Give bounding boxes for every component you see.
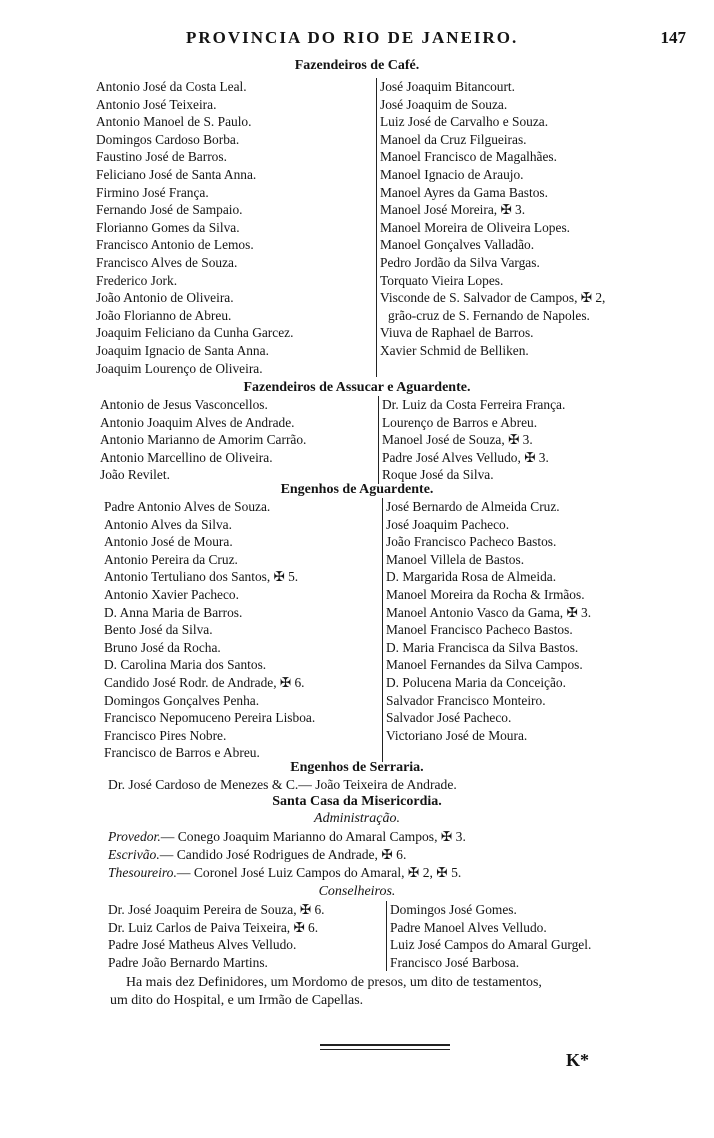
conselheiros-label: Conselheiros. [318, 884, 396, 899]
note-line-2: um dito do Hospital, e um Irmão de Capellas. [110, 993, 364, 1008]
conselheiros-columns [108, 901, 660, 971]
list-item: Antonio Marcellino de Oliveira. [100, 449, 273, 465]
list-item: Joaquim Ignacio de Santa Anna. [96, 342, 269, 358]
list-item: Antonio de Jesus Vasconcellos. [100, 397, 268, 412]
officer-text: — Candido José Rodrigues de Andrade, ✠ 6. [159, 847, 407, 862]
aguardente-columns [104, 498, 686, 762]
list-item: Firmino José França. [96, 184, 209, 200]
list-item: João Francisco Pacheco Bastos. [386, 534, 557, 550]
list-item: Antonio Manoel de S. Paulo. [96, 114, 252, 130]
note-line-1: Ha mais dez Definidores, um Mordomo de presos, um dito de testamentos, [126, 975, 542, 990]
list-item: João Revilet. [100, 467, 170, 483]
list-item: Victoriano José de Moura. [386, 727, 528, 743]
list-item: Bruno José da Rocha. [104, 639, 221, 655]
list-item: Joaquim Lourenço de Oliveira. [96, 360, 263, 376]
list-item: Viuva de Raphael de Barros. [380, 325, 534, 341]
list-item: João Florianno de Abreu. [96, 307, 232, 323]
officer-thesoureiro [108, 865, 461, 881]
list-item: Bento José da Silva. [104, 622, 213, 638]
list-item: Antonio Tertuliano dos Santos, ✠ 5. [104, 569, 299, 585]
list-item: Padre Antonio Alves de Souza. [104, 499, 271, 514]
list-item: José Joaquim de Souza. [380, 96, 508, 112]
signature-mark: K* [566, 1050, 590, 1070]
list-item: Florianno Gomes da Silva. [96, 219, 240, 235]
list-item: Frederico Jork. [96, 272, 178, 288]
list-item: Antonio Marianno de Amorim Carrão. [100, 432, 307, 448]
list-item: Manoel Villela de Bastos. [386, 551, 525, 567]
officer-role: Provedor. [108, 829, 161, 844]
list-item: Francisco Pires Nobre. [104, 727, 227, 743]
list-item: Antonio José da Costa Leal. [96, 79, 247, 94]
list-item: Francisco José Barbosa. [390, 954, 520, 970]
list-item: Antonio Xavier Pacheco. [104, 586, 239, 602]
section-title-santa-casa: Santa Casa da Misericordia. [272, 794, 442, 809]
list-item: Manoel Ignacio de Araujo. [380, 166, 524, 182]
list-item: Francisco de Barros e Abreu. [104, 745, 260, 761]
list-item: Antonio Alves da Silva. [104, 516, 232, 532]
list-item: Manoel Francisco Pacheco Bastos. [386, 622, 573, 638]
list-item: Feliciano José de Santa Anna. [96, 166, 257, 182]
page-header: PROVINCIA DO RIO DE JANEIRO. [186, 28, 519, 47]
aguardente-left-column [104, 498, 382, 762]
officer-role: Thesoureiro. [108, 865, 177, 880]
administracao-label: Administração. [314, 811, 400, 826]
list-item: Domingos Cardoso Borba. [96, 131, 240, 147]
list-item: Manoel da Cruz Filgueiras. [380, 131, 527, 147]
list-item: Antonio José Teixeira. [96, 96, 217, 112]
list-item: Roque José da Silva. [382, 467, 494, 483]
list-item: Faustino José de Barros. [96, 149, 227, 165]
officer-role: Escrivão. [108, 847, 160, 862]
list-item: D. Polucena Maria da Conceição. [386, 674, 566, 690]
list-item: Padre José Matheus Alves Velludo. [108, 937, 297, 953]
list-item: Manoel Francisco de Magalhães. [380, 149, 557, 165]
list-item: Francisco Alves de Souza. [96, 254, 238, 270]
list-item: Manoel Fernandes da Silva Campos. [386, 657, 583, 673]
section-title-fazendeiros-cafe: Fazendeiros de Café. [294, 58, 420, 73]
list-item: Padre José Alves Velludo, ✠ 3. [382, 449, 549, 465]
conselheiros-left-column [108, 901, 386, 971]
section-title-fazendeiros-assucar: Fazendeiros de Assucar e Aguardente. [243, 380, 471, 395]
list-item: grão-cruz de S. Fernando de Napoles. [388, 307, 590, 323]
list-item: Francisco Nepomuceno Pereira Lisboa. [104, 710, 316, 726]
list-item: Dr. Luiz da Costa Ferreira França. [382, 397, 566, 412]
list-item: Manoel José de Souza, ✠ 3. [382, 432, 533, 448]
list-item: Manoel Moreira de Oliveira Lopes. [380, 219, 571, 235]
list-item: Manoel Moreira da Rocha & Irmãos. [386, 586, 585, 602]
conselheiros-right-column [386, 901, 660, 971]
list-item: Manoel Antonio Vasco da Gama, ✠ 3. [386, 604, 592, 620]
list-item: José Bernardo de Almeida Cruz. [386, 499, 560, 514]
list-item: Lourenço de Barros e Abreu. [382, 414, 538, 430]
list-item: Manoel Gonçalves Valladão. [380, 237, 535, 253]
list-item: D. Carolina Maria dos Santos. [104, 657, 267, 673]
assucar-columns [100, 396, 682, 484]
list-item: Luiz José Campos do Amaral Gurgel. [390, 937, 592, 953]
cafe-left-column [96, 78, 376, 377]
list-item: Fernando José de Sampaio. [96, 202, 243, 218]
list-item: Domingos José Gomes. [390, 902, 517, 917]
list-item: Manoel José Moreira, ✠ 3. [380, 202, 526, 218]
list-item: D. Maria Francisca da Silva Bastos. [386, 639, 579, 655]
list-item: Antonio José de Moura. [104, 534, 233, 550]
list-item: Torquato Vieira Lopes. [380, 272, 504, 288]
officer-text: — Conego Joaquim Marianno do Amaral Campos, ✠ 3. [160, 829, 466, 844]
cafe-columns [96, 78, 680, 377]
list-item: Luiz José de Carvalho e Souza. [380, 114, 549, 130]
list-item: D. Anna Maria de Barros. [104, 604, 243, 620]
officer-text: — Coronel José Luiz Campos do Amaral, ✠ 2, ✠ 5. [176, 865, 462, 880]
assucar-right-column [378, 396, 682, 484]
list-item: Padre Manoel Alves Velludo. [390, 919, 547, 935]
list-item: Antonio Joaquim Alves de Andrade. [100, 414, 295, 430]
list-item: Dr. José Joaquim Pereira de Souza, ✠ 6. [108, 902, 325, 917]
list-item: Antonio Pereira da Cruz. [104, 551, 238, 567]
list-item: Domingos Gonçalves Penha. [104, 692, 260, 708]
list-item: Salvador Francisco Monteiro. [386, 692, 546, 708]
officer-provedor [108, 829, 466, 845]
section-title-engenhos-serraria: Engenhos de Serraria. [290, 760, 424, 775]
cafe-right-column [376, 78, 680, 377]
list-item: José Joaquim Pacheco. [386, 516, 510, 532]
list-item: Joaquim Feliciano da Cunha Garcez. [96, 325, 294, 341]
list-item: Visconde de S. Salvador de Campos, ✠ 2, [380, 290, 606, 306]
list-item: Salvador José Pacheco. [386, 710, 512, 726]
list-item: Pedro Jordão da Silva Vargas. [380, 254, 540, 270]
list-item: Padre João Bernardo Martins. [108, 954, 268, 970]
serraria-line: Dr. José Cardoso de Menezes & C.— João Teixeira de Andrade. [108, 777, 457, 792]
list-item: José Joaquim Bitancourt. [380, 79, 516, 94]
page-number: 147 [660, 28, 686, 47]
ornamental-rule [320, 1044, 450, 1050]
list-item: Candido José Rodr. de Andrade, ✠ 6. [104, 674, 305, 690]
list-item: Manoel Ayres da Gama Bastos. [380, 184, 548, 200]
officer-escrivao [108, 847, 406, 863]
assucar-left-column [100, 396, 378, 484]
list-item: Francisco Antonio de Lemos. [96, 237, 254, 253]
list-item: Xavier Schmid de Belliken. [380, 342, 529, 358]
section-title-engenhos-aguardente: Engenhos de Aguardente. [280, 482, 434, 497]
aguardente-right-column [382, 498, 686, 762]
list-item: D. Margarida Rosa de Almeida. [386, 569, 557, 585]
list-item: Dr. Luiz Carlos de Paiva Teixeira, ✠ 6. [108, 919, 319, 935]
list-item: João Antonio de Oliveira. [96, 290, 234, 306]
